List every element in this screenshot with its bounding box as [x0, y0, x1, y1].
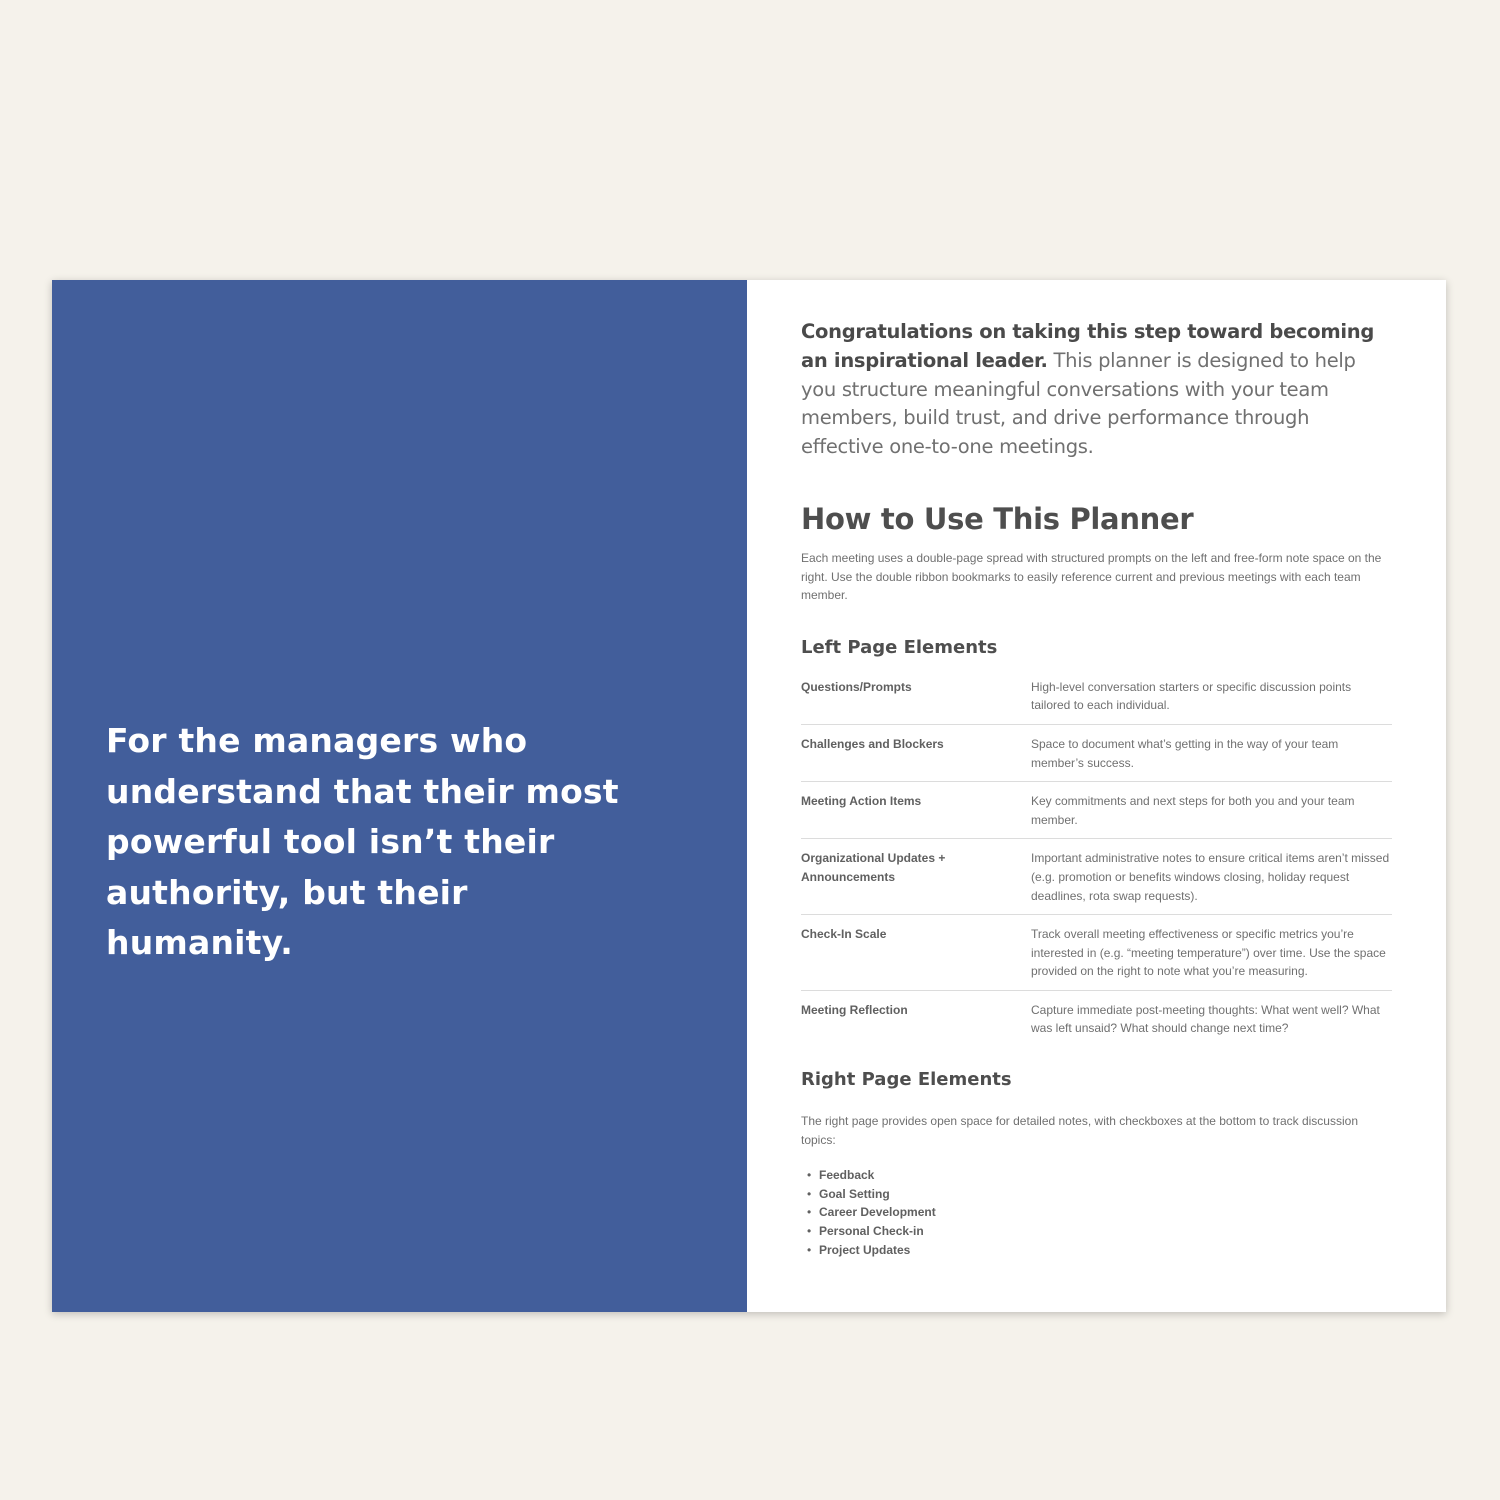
- left-elements-title: Left Page Elements: [801, 636, 998, 658]
- right-page: [747, 280, 1446, 1312]
- element-description: Important administrative notes to ensure critical items aren’t missed (e.g. promotion or benefits windows closing, holiday request deadlines, rota swap requests).: [1031, 851, 1390, 903]
- dedication-quote: For the managers who understand that their most powerful tool isn’t their authority, but their humanity.: [106, 721, 619, 962]
- topic-label: Goal Setting: [819, 1186, 890, 1201]
- element-name: Organizational Updates + Announcements: [801, 851, 946, 884]
- element-name: Check-In Scale: [801, 927, 887, 942]
- element-description: Space to document what’s getting in the way of your team member’s success.: [1031, 736, 1339, 770]
- right-elements-title: Right Page Elements: [801, 1069, 1012, 1091]
- book-spread: [52, 280, 1446, 1312]
- intro-paragraph: [801, 318, 1392, 462]
- element-name: Questions/Prompts: [801, 679, 912, 694]
- topic-label: Project Updates: [819, 1242, 911, 1257]
- bullet-icon: •: [807, 1168, 812, 1183]
- intro-bold-text: Congratulations on taking this step toward becoming an inspirational leader.: [801, 320, 1375, 372]
- element-row: [801, 792, 1392, 839]
- element-name: Meeting Reflection: [801, 1002, 908, 1017]
- topic-label: Career Development: [819, 1205, 936, 1220]
- element-row: [801, 849, 1392, 915]
- bullet-icon: •: [807, 1242, 812, 1257]
- bullet-icon: •: [807, 1224, 812, 1239]
- list-item: [801, 1203, 1392, 1222]
- how-to-title: How to Use This Planner: [801, 501, 1194, 536]
- topic-label: Personal Check-in: [819, 1224, 924, 1239]
- left-page: [52, 280, 747, 1312]
- element-description: Track overall meeting effectiveness or specific metrics you’re interested in (e.g. “meeting temperature”) over time. Use the space provided on the right to note what you’re measuring.: [1031, 927, 1386, 979]
- right-elements-description: The right page provides open space for detailed notes, with checkboxes at the bottom to track discussion topics:: [801, 1114, 1358, 1147]
- intro-body-text: This planner is designed to help you structure meaningful conversations with your team members, build trust, and drive performance through effective one-to-one meetings.: [801, 348, 1356, 459]
- list-item: [801, 1241, 1392, 1260]
- topics-list: [801, 1166, 1392, 1259]
- element-description: High-level conversation starters or specific discussion points tailored to each individual.: [1031, 679, 1352, 713]
- bullet-icon: •: [807, 1186, 812, 1201]
- element-row: [801, 1001, 1392, 1047]
- element-description: Capture immediate post-meeting thoughts: What went well? What was left unsaid? What should change next time?: [1031, 1002, 1380, 1036]
- element-name: Challenges and Blockers: [801, 736, 944, 751]
- left-elements-table: [801, 678, 1392, 1047]
- list-item: [801, 1166, 1392, 1185]
- element-description: Key commitments and next steps for both you and your team member.: [1031, 794, 1355, 827]
- list-item: [801, 1222, 1392, 1241]
- list-item: [801, 1185, 1392, 1204]
- bullet-icon: •: [807, 1205, 812, 1220]
- element-row: [801, 925, 1392, 991]
- topic-label: Feedback: [819, 1168, 875, 1183]
- how-to-description: Each meeting uses a double-page spread with structured prompts on the left and free-form note space on the right. Use the double ribbon bookmarks to easily reference current and previous meetings with each team member.: [801, 550, 1382, 603]
- element-name: Meeting Action Items: [801, 794, 922, 809]
- element-row: [801, 735, 1392, 782]
- element-row: [801, 678, 1392, 725]
